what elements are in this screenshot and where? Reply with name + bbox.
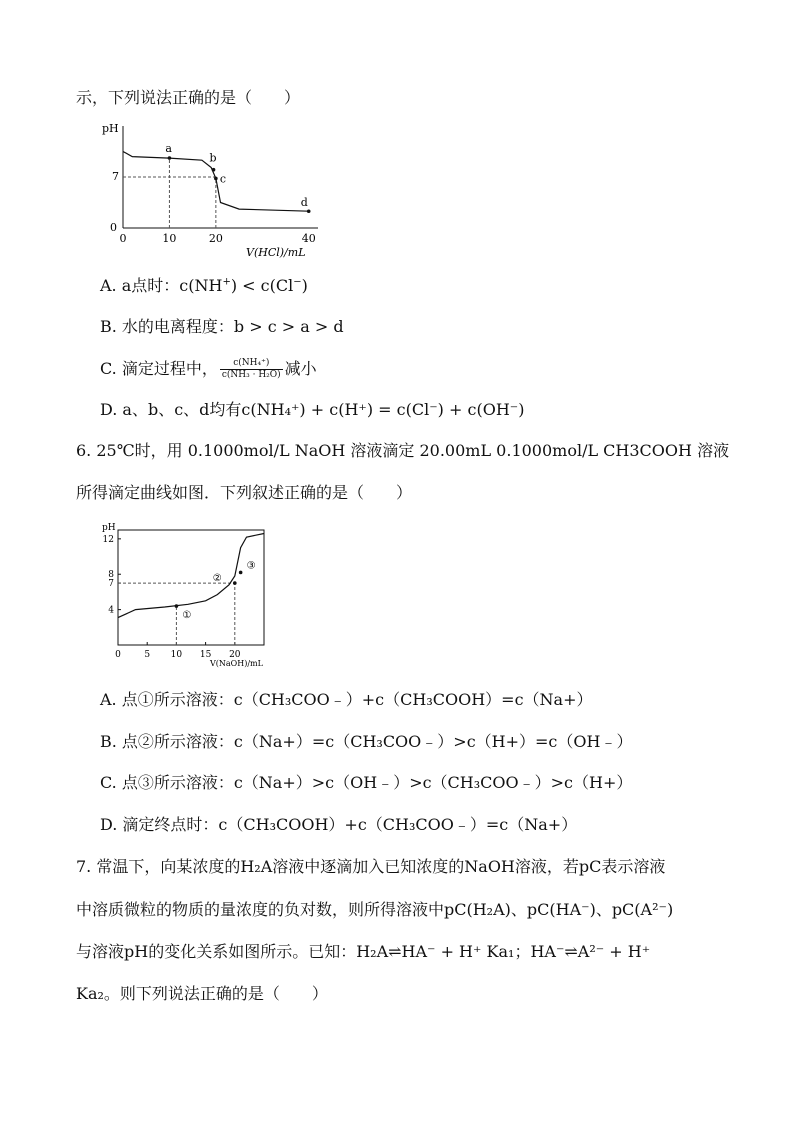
option-5a-text2: ) < c(Cl (230, 276, 294, 295)
option-6a[interactable]: A. 点①所示溶液：c（CH₃COO﹣）+c（CH₃COOH）=c（Na+） (100, 690, 593, 709)
fraction-denominator: c(NH₃ · H₂O) (221, 370, 281, 380)
x-tick-label: 20 (208, 232, 223, 245)
y-tick-label: 0 (110, 221, 117, 234)
question-7-line-2: 中溶质微粒的物质的量浓度的负对数，则所得溶液中pC(H₂A)、pC(HA⁻)、pC(A²⁻) (76, 900, 674, 919)
data-point (239, 571, 243, 575)
x-tick-label: 10 (162, 232, 177, 245)
option-5a[interactable] (100, 276, 308, 296)
question-7-line-1: 7. 常温下，向某浓度的H₂A溶液中逐滴加入已知浓度的NaOH溶液，若pC表示溶液 (76, 857, 666, 876)
x-tick-label: 10 (170, 650, 183, 660)
question-7-line-3: 与溶液pH的变化关系如图所示。已知：H₂A⇌HA⁻ + H⁺ Ka₁；HA⁻⇌A²⁻ + H⁺ (76, 942, 651, 961)
x-tick-label: 0 (115, 650, 121, 660)
option-5d[interactable]: D. a、b、c、d均有c(NH₄⁺) + c(H⁺) = c(Cl⁻) + c(OH⁻) (100, 400, 525, 419)
y-tick-label: 7 (108, 579, 114, 590)
data-point (214, 177, 218, 181)
point-label: c (219, 172, 227, 186)
titration-chart-2 (98, 520, 278, 668)
chart2-xlabel: V(NaOH)/mL (210, 659, 263, 668)
y-tick-label: 12 (102, 534, 114, 545)
x-tick-label: 40 (301, 232, 316, 245)
question-intro: 示，下列说法正确的是（ ） (76, 88, 301, 107)
option-6b[interactable]: B. 点②所示溶液：c（Na+）=c（CH₃COO﹣）>c（H+）=c（OH﹣） (100, 732, 633, 751)
titration-chart-1 (96, 118, 336, 268)
option-5c[interactable] (100, 358, 317, 381)
option-5a-sup2: − (293, 276, 302, 288)
x-tick-label: 5 (144, 650, 151, 660)
y-tick-label: 4 (108, 605, 114, 616)
question-6-stem-2: 所得滴定曲线如图．下列叙述正确的是（ ） (76, 483, 413, 502)
point-label: ① (182, 610, 192, 622)
chart2-ylabel: pH (102, 523, 116, 533)
chart2-axes (118, 530, 264, 645)
point-label: d (300, 196, 308, 210)
option-5c-text: C. 滴定过程中， (100, 359, 218, 378)
x-tick-label: 20 (229, 650, 241, 660)
x-tick-label: 15 (199, 650, 212, 660)
data-point (168, 156, 172, 160)
option-6d[interactable]: D. 滴定终点时：c（CH₃COOH）+c（CH₃COO﹣）=c（Na+） (100, 815, 578, 834)
option-5b[interactable]: B. 水的电离程度：b > c > a > d (100, 317, 344, 336)
fraction-numerator: c(NH₄⁺) (220, 358, 283, 370)
point-label: ③ (246, 560, 256, 572)
data-point (307, 209, 311, 213)
data-point (233, 581, 237, 585)
chart2-curve (118, 534, 264, 618)
y-tick-label: 8 (108, 570, 114, 581)
y-tick-label: 7 (112, 170, 119, 183)
x-tick-label: 0 (119, 232, 127, 245)
point-label: ② (212, 573, 222, 585)
option-5a-sup: + (222, 276, 231, 288)
data-point (175, 604, 179, 608)
point-label: b (209, 151, 217, 165)
point-label: a (165, 142, 172, 156)
option-5a-end: ) (301, 276, 308, 295)
question-7-line-4: Ka₂。则下列说法正确的是（ ） (76, 984, 328, 1003)
option-6c[interactable]: C. 点③所示溶液：c（Na+）>c（OH﹣）>c（CH₃COO﹣）>c（H+） (100, 773, 633, 792)
chart1-xlabel: V(HCl)/mL (246, 246, 306, 259)
question-6-stem-1: 6. 25℃时，用 0.1000mol/L NaOH 溶液滴定 20.00mL 0.1000mol/L CH3COOH 溶液 (76, 441, 730, 460)
chart1-ylabel: pH (102, 122, 119, 135)
option-5c-suffix: 减小 (284, 359, 317, 378)
option-5c-fraction (220, 358, 283, 381)
option-5a-text: A. a点时：c(NH (100, 276, 223, 295)
data-point (212, 168, 216, 172)
